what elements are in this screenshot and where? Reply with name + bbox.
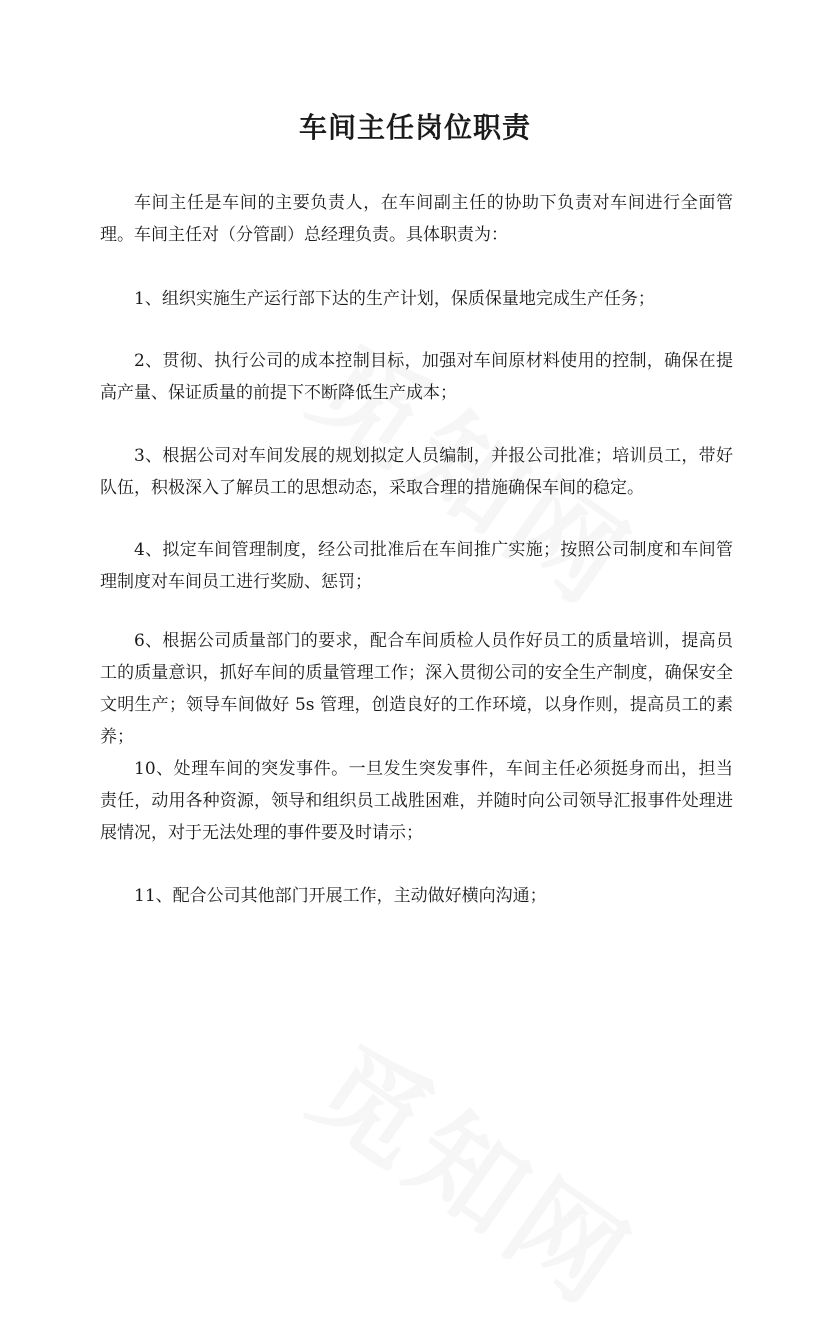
duty-item-2: 2、贯彻、执行公司的成本控制目标，加强对车间原材料使用的控制，确保在提高产量、保证质量的前提下不断降低生产成本； xyxy=(100,351,733,403)
duty-item-1: 1、组织实施生产运行部下达的生产计划，保质保量地完成生产任务； xyxy=(134,289,655,309)
document-title: 车间主任岗位职责 xyxy=(298,111,531,144)
duty-item-11: 11、配合公司其他部门开展工作，主动做好横向沟通； xyxy=(134,886,547,906)
duty-item-10: 10、处理车间的突发事件。一旦发生突发事件，车间主任必须挺身而出，担当责任，动用各种资源，领导和组织员工战胜困难，并随时向公司领导汇报事件处理进展情况，对于无法处理的事件要及时请示； xyxy=(100,759,733,843)
watermark xyxy=(287,1003,668,1335)
duty-item-3: 3、根据公司对车间发展的规划拟定人员编制，并报公司批准；培训员工，带好队伍，积极深入了解员工的思想动态，采取合理的措施确保车间的稳定。 xyxy=(100,446,733,498)
duty-item-4: 4、拟定车间管理制度，经公司批准后在车间推广实施；按照公司制度和车间管理制度对车间员工进行奖励、惩罚； xyxy=(100,540,733,592)
duty-item-6: 6、根据公司质量部门的要求，配合车间质检人员作好员工的质量培训，提高员工的质量意识，抓好车间的质量管理工作；深入贯彻公司的安全生产制度，确保安全文明生产；领导车间做好 5s 管理，创造良好的工作环境，以身作则，提高员工的素养； xyxy=(100,631,733,747)
intro-paragraph: 车间主任是车间的主要负责人，在车间副主任的协助下负责对车间进行全面管理。车间主任对（分管副）总经理负责。具体职责为： xyxy=(100,193,733,245)
